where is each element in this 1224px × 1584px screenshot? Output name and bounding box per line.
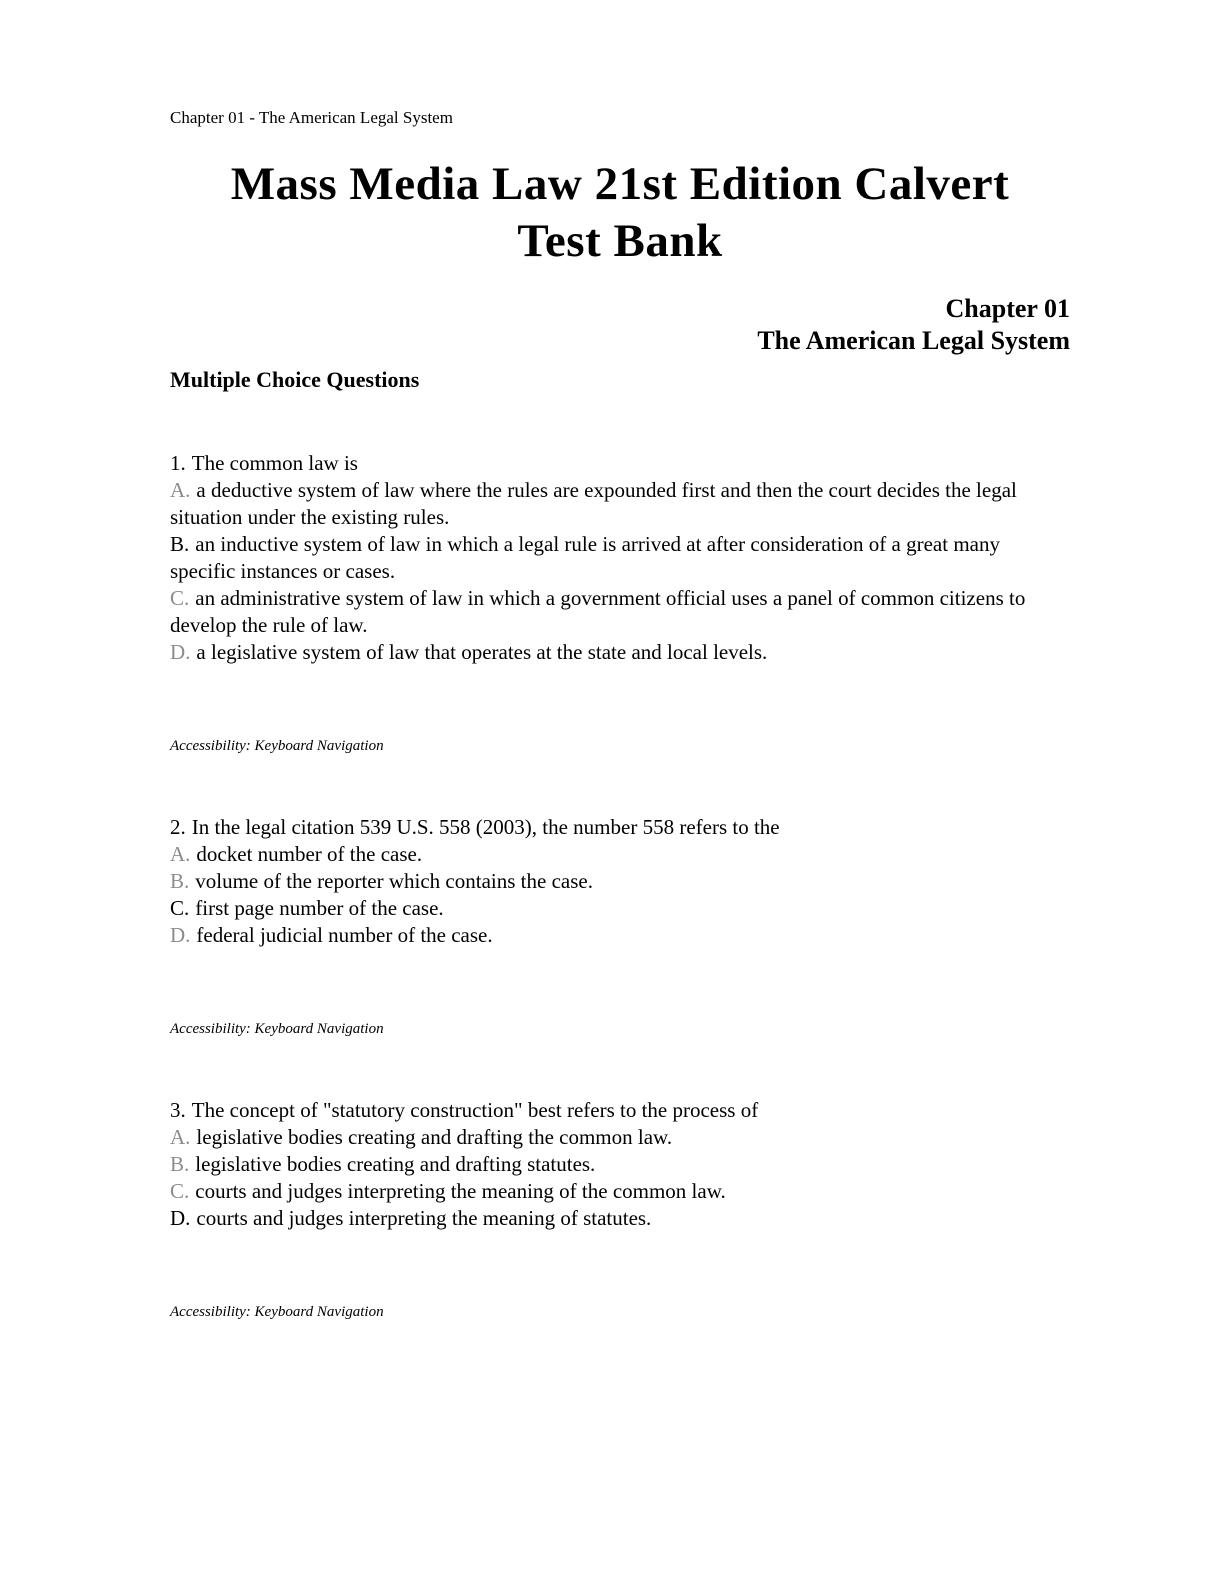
question-2 <box>170 814 1070 949</box>
answer-option-b <box>170 1151 1070 1178</box>
answer-option-c <box>170 895 1070 922</box>
option-letter: D. <box>170 639 191 664</box>
question-stem <box>170 450 1070 477</box>
chapter-heading <box>170 293 1070 358</box>
question-stem-text: In the legal citation 539 U.S. 558 (2003), the number 558 refers to the <box>191 814 780 839</box>
section-heading: Multiple Choice Questions <box>170 366 420 392</box>
question-3 <box>170 1097 1070 1232</box>
option-text: volume of the reporter which contains the case. <box>195 868 593 893</box>
question-1 <box>170 450 1070 666</box>
option-text: legislative bodies creating and drafting the common law. <box>196 1124 673 1149</box>
option-letter: A. <box>170 841 191 866</box>
answer-option-d <box>170 1205 1070 1232</box>
answer-option-b <box>170 868 1070 895</box>
accessibility-note: Accessibility: Keyboard Navigation <box>170 737 384 754</box>
question-stem <box>170 1097 1070 1124</box>
option-letter: D. <box>170 1205 191 1230</box>
option-letter: A. <box>170 1124 191 1149</box>
question-stem-text: The common law is <box>191 450 358 475</box>
answer-option-c <box>170 585 1070 639</box>
option-letter: B. <box>170 868 190 893</box>
option-text: a legislative system of law that operates at the state and local levels. <box>196 639 768 664</box>
option-text: first page number of the case. <box>195 895 444 920</box>
option-text: an administrative system of law in which a government official uses a panel of common citizens to develop the rule of law. <box>170 585 1026 637</box>
answer-option-c <box>170 1178 1070 1205</box>
option-letter: D. <box>170 922 191 947</box>
option-letter: B. <box>170 531 190 556</box>
running-header: Chapter 01 - The American Legal System <box>170 108 453 127</box>
option-letter: B. <box>170 1151 190 1176</box>
option-letter: A. <box>170 477 191 502</box>
option-text: federal judicial number of the case. <box>196 922 493 947</box>
question-stem-text: The concept of "statutory construction" best refers to the process of <box>191 1097 759 1122</box>
chapter-title: The American Legal System <box>757 326 1070 356</box>
answer-option-a <box>170 477 1070 531</box>
question-number: 3. <box>170 1097 186 1122</box>
option-letter: C. <box>170 1178 190 1203</box>
title-line-2: Test Bank <box>517 215 723 268</box>
option-text: courts and judges interpreting the meaning of the common law. <box>195 1178 726 1203</box>
answer-option-a <box>170 841 1070 868</box>
option-text: courts and judges interpreting the meaning of statutes. <box>196 1205 652 1230</box>
option-text: docket number of the case. <box>196 841 423 866</box>
answer-option-a <box>170 1124 1070 1151</box>
title-line-1: Mass Media Law 21st Edition Calvert <box>230 158 1010 210</box>
option-letter: C. <box>170 585 190 610</box>
option-text: an inductive system of law in which a legal rule is arrived at after consideration of a great many specific instances or cases. <box>170 531 1000 583</box>
question-number: 1. <box>170 450 186 475</box>
option-text: a deductive system of law where the rules are expounded first and then the court decides the legal situation under the existing rules. <box>170 477 1017 529</box>
answer-option-b <box>170 531 1070 585</box>
question-stem <box>170 814 1070 841</box>
document-title <box>170 156 1070 271</box>
option-letter: C. <box>170 895 190 920</box>
answer-option-d <box>170 639 1070 666</box>
accessibility-note: Accessibility: Keyboard Navigation <box>170 1020 384 1037</box>
chapter-number: Chapter 01 <box>945 293 1070 323</box>
question-number: 2. <box>170 814 186 839</box>
answer-option-d <box>170 922 1070 949</box>
option-text: legislative bodies creating and drafting statutes. <box>195 1151 596 1176</box>
accessibility-note: Accessibility: Keyboard Navigation <box>170 1303 384 1320</box>
